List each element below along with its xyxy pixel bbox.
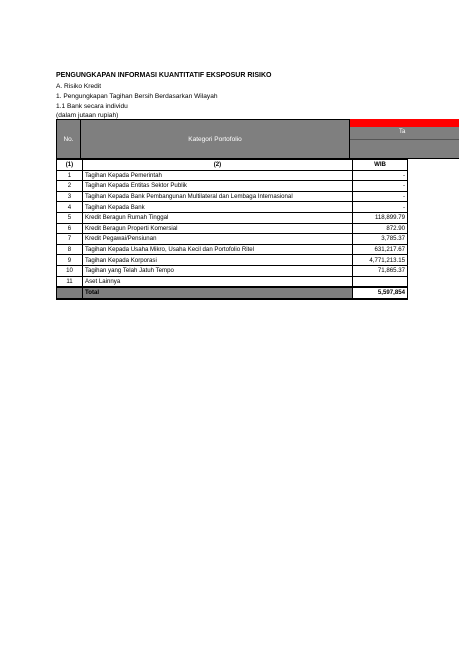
row-kategori: Kredit Beragun Properti Komersial <box>83 223 353 234</box>
table-row <box>57 212 408 223</box>
row-value <box>353 276 408 287</box>
portfolio-table <box>56 159 408 300</box>
row-kategori: Tagihan Kepada Entitas Sektor Publik <box>83 181 353 192</box>
row-kategori: Kredit Beragun Rumah Tinggal <box>83 212 353 223</box>
row-kategori: Aset Lainnya <box>83 276 353 287</box>
subsubsection-heading: 1.1 Bank secara individu <box>56 103 128 110</box>
section-heading: A. Risiko Kredit <box>56 83 102 90</box>
row-no: 10 <box>57 265 83 276</box>
table-row <box>57 244 408 255</box>
row-no: 5 <box>57 212 83 223</box>
table-row <box>57 181 408 192</box>
red-header-band <box>349 119 459 127</box>
row-kategori: Tagihan Kepada Korporasi <box>83 255 353 266</box>
index-row <box>57 160 408 171</box>
row-value: 118,899.79 <box>353 212 408 223</box>
row-value: 3,785.37 <box>353 234 408 245</box>
row-kategori: Tagihan Kepada Usaha Mikro, Usaha Kecil dan Portofolio Ritel <box>83 244 353 255</box>
total-row <box>57 287 408 299</box>
row-no: 6 <box>57 223 83 234</box>
report-title: PENGUNGKAPAN INFORMASI KUANTITATIF EKSPOSUR RISIKO <box>56 72 272 79</box>
row-kategori: Tagihan Kepada Pemerintah <box>83 170 353 181</box>
table-row <box>57 223 408 234</box>
table-row <box>57 265 408 276</box>
unit-note: (dalam jutaan rupiah) <box>56 112 119 119</box>
row-kategori: Tagihan Kepada Bank <box>83 202 353 213</box>
row-no: 7 <box>57 234 83 245</box>
row-value: - <box>353 181 408 192</box>
row-value: 872.90 <box>353 223 408 234</box>
row-no: 11 <box>57 276 83 287</box>
column-header-region-label: Ta <box>399 129 406 135</box>
total-value: 5,597,854 <box>353 287 408 299</box>
column-header-kategori: Kategori Portofolio <box>80 119 350 159</box>
table-row <box>57 170 408 181</box>
row-kategori: Tagihan Kepada Bank Pembangunan Multilateral dan Lembaga Internasional <box>83 191 353 202</box>
row-no: 9 <box>57 255 83 266</box>
index-no: (1) <box>57 160 83 171</box>
table-row <box>57 191 408 202</box>
table-row <box>57 255 408 266</box>
table-row <box>57 276 408 287</box>
row-value: - <box>353 202 408 213</box>
index-kategori: (2) <box>83 160 353 171</box>
total-label: Total <box>83 287 353 299</box>
row-no: 8 <box>57 244 83 255</box>
row-value: 71,865.37 <box>353 265 408 276</box>
index-value: WIB <box>353 160 408 171</box>
subsection-heading: 1. Pengungkapan Tagihan Bersih Berdasarkan Wilayah <box>56 93 218 100</box>
row-value: - <box>353 170 408 181</box>
row-no: 3 <box>57 191 83 202</box>
row-kategori: Kredit Pegawai/Pensiunan <box>83 234 353 245</box>
table-row <box>57 202 408 213</box>
row-value: 631,217.67 <box>353 244 408 255</box>
row-kategori: Tagihan yang Telah Jatuh Tempo <box>83 265 353 276</box>
row-value: - <box>353 191 408 202</box>
row-no: 4 <box>57 202 83 213</box>
row-no: 1 <box>57 170 83 181</box>
table-row <box>57 234 408 245</box>
column-header-region <box>349 127 459 159</box>
total-no-cell <box>57 287 83 299</box>
row-value: 4,771,213.15 <box>353 255 408 266</box>
row-no: 2 <box>57 181 83 192</box>
column-header-no: No. <box>56 119 81 159</box>
